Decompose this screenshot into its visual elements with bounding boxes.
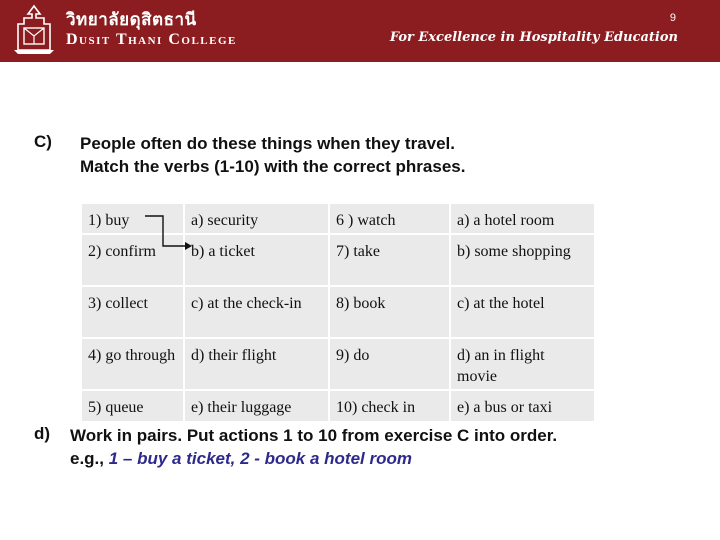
table-row <box>81 286 595 338</box>
verb-cell: 1) buy <box>81 203 184 234</box>
verb-cell: 8) book <box>329 286 450 338</box>
verb-cell: 3) collect <box>81 286 184 338</box>
verb-cell: 9) do <box>329 338 450 390</box>
phrase-cell: a) a hotel room <box>450 203 595 234</box>
phrase-cell: c) at the check-in <box>184 286 329 338</box>
crest-icon <box>10 4 58 56</box>
header-band <box>0 0 720 62</box>
college-thai-name: วิทยาลัยดุสิตธานี <box>66 10 197 30</box>
phrase-cell: d) their flight <box>184 338 329 390</box>
phrase-cell: b) some shopping <box>450 234 595 286</box>
verb-cell: 4) go through <box>81 338 184 390</box>
verb-cell: 2) confirm <box>81 234 184 286</box>
phrase-cell: e) their luggage <box>184 390 329 422</box>
example-prefix: e.g., <box>70 449 105 468</box>
page-number: 9 <box>669 12 676 24</box>
college-slogan: For Excellence in Hospitality Education <box>389 30 678 45</box>
phrase-cell: e) a bus or taxi <box>450 390 595 422</box>
match-arrow-icon <box>135 212 195 252</box>
phrase-cell: b) a ticket <box>184 234 329 286</box>
phrase-cell: c) at the hotel <box>450 286 595 338</box>
college-name: Dusit Thani College <box>66 31 237 48</box>
work-in-pairs-line: Work in pairs. Put actions 1 to 10 from exercise C into order. <box>70 426 558 445</box>
instruction-line-1: People often do these things when they travel. <box>80 134 456 153</box>
exercise-d-instructions <box>70 424 557 470</box>
phrase-cell: d) an in flight movie <box>450 338 595 390</box>
verb-cell: 5) queue <box>81 390 184 422</box>
example-line <box>70 447 557 470</box>
phrase-cell: a) security <box>184 203 329 234</box>
exercise-d-label: d) <box>34 424 51 443</box>
verb-cell: 6 ) watch <box>329 203 450 234</box>
example-text: 1 – buy a ticket, 2 - book a hotel room <box>108 449 412 468</box>
table-row <box>81 338 595 390</box>
instruction-line-2: Match the verbs (1-10) with the correct phrases. <box>80 157 466 176</box>
exercise-c-instructions <box>80 132 465 178</box>
verb-cell: 10) check in <box>329 390 450 422</box>
exercise-c-label: C) <box>34 132 52 151</box>
verb-cell: 7) take <box>329 234 450 286</box>
table-row <box>81 390 595 422</box>
